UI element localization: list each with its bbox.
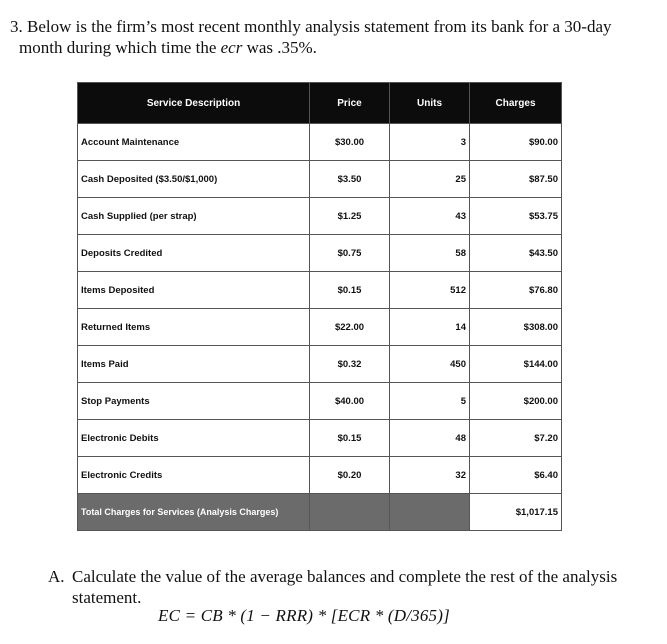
part-a-line1: Calculate the value of the average balances and complete the rest of the analysis <box>72 567 618 586</box>
cell-units: 43 <box>390 198 470 235</box>
part-a-question <box>48 566 658 608</box>
cell-description: Cash Deposited ($3.50/$1,000) <box>78 161 310 198</box>
header-service-description: Service Description <box>78 83 310 124</box>
table-row <box>78 124 562 161</box>
table-row <box>78 272 562 309</box>
cell-charges: $7.20 <box>470 420 562 457</box>
table-row <box>78 161 562 198</box>
cell-charges: $43.50 <box>470 235 562 272</box>
cell-charges: $90.00 <box>470 124 562 161</box>
table-row <box>78 383 562 420</box>
cell-price: $0.32 <box>310 346 390 383</box>
cell-charges: $53.75 <box>470 198 562 235</box>
cell-price: $22.00 <box>310 309 390 346</box>
cell-units: 512 <box>390 272 470 309</box>
cell-units: 3 <box>390 124 470 161</box>
cell-price: $1.25 <box>310 198 390 235</box>
cell-charges: $308.00 <box>470 309 562 346</box>
cell-units: 14 <box>390 309 470 346</box>
cell-units: 32 <box>390 457 470 494</box>
table-row <box>78 235 562 272</box>
cell-price: $40.00 <box>310 383 390 420</box>
cell-units: 5 <box>390 383 470 420</box>
cell-description: Stop Payments <box>78 383 310 420</box>
cell-units: 58 <box>390 235 470 272</box>
question-line2 <box>10 37 660 58</box>
cell-price: $0.15 <box>310 272 390 309</box>
header-units: Units <box>390 83 470 124</box>
cell-description: Returned Items <box>78 309 310 346</box>
cell-description: Electronic Debits <box>78 420 310 457</box>
cell-charges: $6.40 <box>470 457 562 494</box>
total-units-empty <box>390 494 470 531</box>
total-description: Total Charges for Services (Analysis Charges) <box>78 494 310 531</box>
cell-charges: $144.00 <box>470 346 562 383</box>
table-header-row <box>78 83 562 124</box>
cell-units: 25 <box>390 161 470 198</box>
cell-description: Deposits Credited <box>78 235 310 272</box>
question-line2-before: month during which time the <box>19 38 221 57</box>
table-row <box>78 457 562 494</box>
cell-charges: $76.80 <box>470 272 562 309</box>
cell-price: $3.50 <box>310 161 390 198</box>
cell-charges: $87.50 <box>470 161 562 198</box>
cell-description: Cash Supplied (per strap) <box>78 198 310 235</box>
part-a-label: A. <box>48 567 65 586</box>
cell-price: $0.75 <box>310 235 390 272</box>
ecr-term: ecr <box>220 38 243 57</box>
table-row <box>78 309 562 346</box>
total-charges: $1,017.15 <box>470 494 562 531</box>
cell-price: $0.15 <box>310 420 390 457</box>
cell-price: $0.20 <box>310 457 390 494</box>
cell-price: $30.00 <box>310 124 390 161</box>
cell-units: 450 <box>390 346 470 383</box>
table-row <box>78 198 562 235</box>
cell-description: Items Paid <box>78 346 310 383</box>
ec-formula: EC = CB * (1 − RRR) * [ECR * (D/365)] <box>158 606 450 625</box>
cell-charges: $200.00 <box>470 383 562 420</box>
cell-description: Account Maintenance <box>78 124 310 161</box>
table-row <box>78 420 562 457</box>
cell-units: 48 <box>390 420 470 457</box>
header-charges: Charges <box>470 83 562 124</box>
header-price: Price <box>310 83 390 124</box>
table-row <box>78 346 562 383</box>
question-number: 3. <box>10 17 23 36</box>
question-line1: Below is the firm’s most recent monthly analysis statement from its bank for a 30-day <box>22 17 612 36</box>
cell-description: Items Deposited <box>78 272 310 309</box>
total-price-empty <box>310 494 390 531</box>
part-a-line2: statement. <box>72 588 142 607</box>
question-text <box>10 16 660 58</box>
cell-description: Electronic Credits <box>78 457 310 494</box>
analysis-statement-table <box>77 82 562 531</box>
total-row <box>78 494 562 531</box>
question-line2-after: was .35%. <box>242 38 317 57</box>
